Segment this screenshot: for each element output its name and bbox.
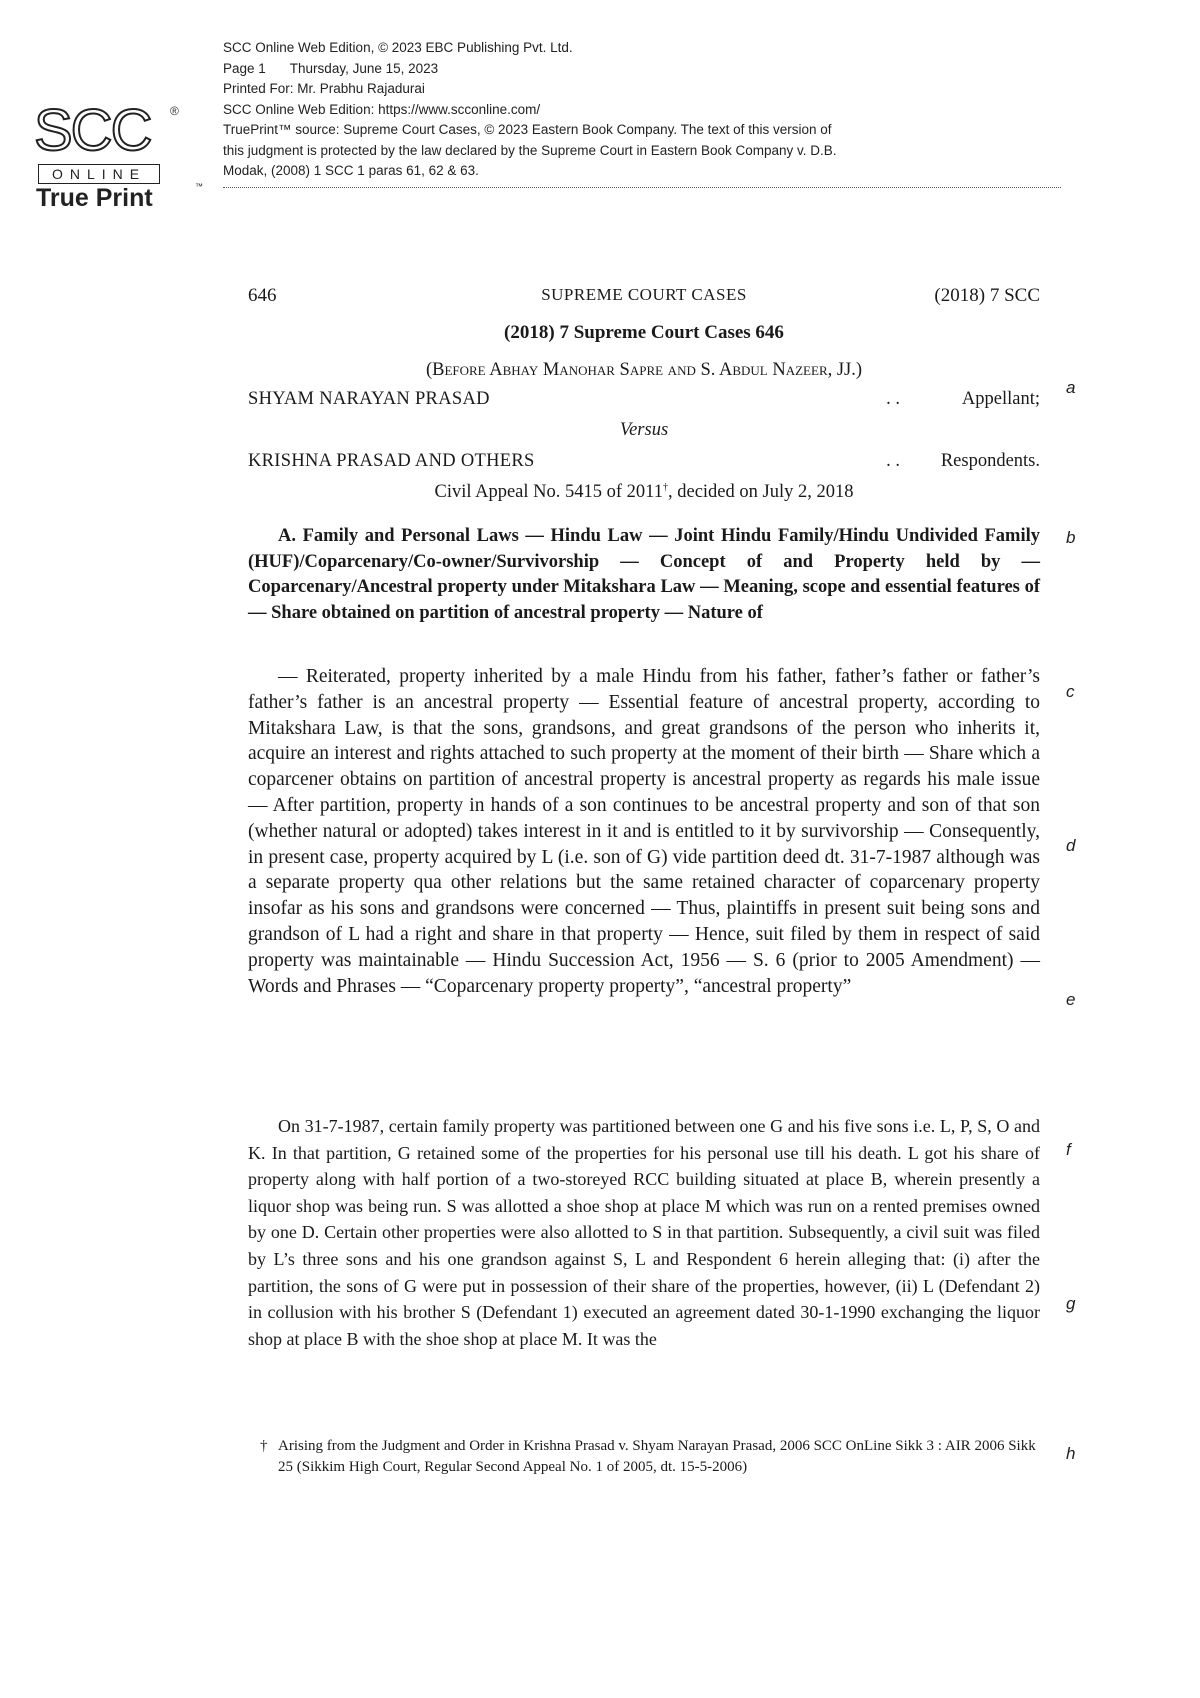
logo-online-box: ONLINE xyxy=(38,164,160,184)
web-edition-line: SCC Online Web Edition: https://www.scconline.com/ xyxy=(223,101,541,117)
appellant-role: Appellant; xyxy=(961,389,1040,409)
print-info-block xyxy=(223,38,983,182)
print-date: Thursday, June 15, 2023 xyxy=(289,60,439,76)
footnote xyxy=(248,1436,1040,1478)
respondent-role: Respondents. xyxy=(940,451,1040,471)
margin-letter: a xyxy=(1066,378,1076,397)
registered-mark: ® xyxy=(170,104,179,118)
versus: Versus xyxy=(619,420,669,440)
margin-letter: e xyxy=(1066,990,1076,1009)
respondent-line xyxy=(248,451,1040,475)
margin-letter: f xyxy=(1066,1140,1071,1159)
case-citation-title: (2018) 7 Supreme Court Cases 646 xyxy=(504,322,784,343)
page-date-line xyxy=(223,59,983,80)
bench: (Before Abhay Manohar Sapre and S. Abdul Nazeer, JJ.) xyxy=(425,360,863,380)
footnote-text: Arising from the Judgment and Order in Krishna Prasad v. Shyam Narayan Prasad, 2006 SCC OnLine Sikk 3 : AIR 2006 Sikk 25 (Sikkim High Court, Regular Second Appeal No. 1 of 2005, dt. 15-5-2006) xyxy=(278,1438,1036,1475)
civil-appeal-footnote-mark: † xyxy=(663,482,668,493)
margin-letter: c xyxy=(1066,682,1075,701)
running-citation: (2018) 7 SCC xyxy=(934,285,1040,306)
running-head xyxy=(248,285,1040,309)
reporter-title: SUPREME COURT CASES xyxy=(541,285,747,304)
margin-letter: g xyxy=(1066,1294,1076,1313)
logo-tagline: True Print xyxy=(36,184,153,212)
scc-online-true-print-logo xyxy=(30,98,203,212)
civil-appeal-line xyxy=(248,482,1040,503)
footnote-mark: † xyxy=(260,1438,268,1454)
civil-appeal-number: Civil Appeal No. 5415 of 2011 xyxy=(434,482,663,503)
respondent-name: KRISHNA PRASAD AND OTHERS xyxy=(248,451,535,471)
page-number: 646 xyxy=(248,285,277,306)
printed-for-line: Printed For: Mr. Prabhu Rajadurai xyxy=(223,81,425,96)
appellant-dots: . . xyxy=(886,389,900,409)
respondent-dots: . . xyxy=(886,451,900,471)
facts-text: On 31-7-1987, certain family property was partitioned between one G and his five sons i.e. L, P, S, O and K. In that partition, G retained some of the properties for his personal use till his death. L got his share of property along with half portion of a two-storeyed RCC building situated at place B, wherein presently a liquor shop was being run. S was allotted a shoe shop at place M which was run on a rented premises owned by one D. Certain other properties were also allotted to S in that partition. Subsequently, a civil suit was filed by L’s three sons and his one grandson against S, L and Respondent 6 herein alleging that: (i) after the partition, the sons of G were put in possession of their share of the properties, however, (ii) L (Defendant 2) in collusion with his brother S (Defendant 1) executed an agreement dated 30-1-1990 exchanging the liquor shop at place B with the shoe shop at place M. It was the xyxy=(248,1116,1040,1349)
modak-citation-line: Modak, (2008) 1 SCC 1 paras 61, 62 & 63. xyxy=(223,163,479,178)
appellant-line xyxy=(248,389,1040,413)
trademark-mark: ™ xyxy=(195,182,203,191)
page-label: Page 1 xyxy=(223,60,266,76)
logo-brand: SCC xyxy=(34,98,151,163)
header-divider xyxy=(223,187,1061,188)
trueprint-source-line: TruePrint™ source: Supreme Court Cases, © 2023 Eastern Book Company. The text of this version of xyxy=(223,122,832,137)
margin-letter: b xyxy=(1066,528,1076,547)
headnote xyxy=(248,524,1040,626)
margin-letter: h xyxy=(1066,1444,1076,1463)
protection-line: this judgment is protected by the law declared by the Supreme Court in Eastern Book Company v. D.B. xyxy=(223,142,837,158)
margin-letter: d xyxy=(1066,836,1076,855)
copyright-line: SCC Online Web Edition, © 2023 EBC Publishing Pvt. Ltd. xyxy=(223,40,573,55)
summary-text: — Reiterated, property inherited by a male Hindu from his father, father’s father or father’s father’s father is an ancestral property — Essential feature of ancestral property, according to Mitakshara Law, is that the sons, grandsons, and great grandsons of the person who inherits it, acquire an interest and rights attached to such property at the moment of their birth — Share which a coparcener obtains on partition of ancestral property is ancestral property as regards his male issue — After partition, property in hands of a son continues to be ancestral property and son of that son (whether natural or adopted) takes interest in it and is entitled to it by survivorship — Consequently, in present case, property acquired by L (i.e. son of G) vide partition deed dt. 31-7-1987 although was a separate property qua other relations but the same retained character of coparcenary property insofar as his sons and grandsons were concerned — Thus, plaintiffs in present suit being sons and grandson of L had a right and share in that property — Hence, suit filed by them in respect of said property was maintainable — Hindu Succession Act, 1956 — S. 6 (prior to 2005 Amendment) — Words and Phrases — “Coparcenary property property”, “ancestral property” xyxy=(248,666,1040,997)
headnote-text: A. Family and Personal Laws — Hindu Law — Joint Hindu Family/Hindu Undivided Family (HUF)/Coparcenary/Co-owner/Survivorship — Concept of and Property held by — Coparcenary/Ancestral property under Mitakshara Law — Meaning, scope and essential features of — Share obtained on partition of ancestral property — Nature of xyxy=(248,526,1040,623)
appellant-name: SHYAM NARAYAN PRASAD xyxy=(248,389,490,409)
headnote-summary xyxy=(248,664,1040,999)
decision-date: , decided on July 2, 2018 xyxy=(668,482,854,503)
facts-paragraph xyxy=(248,1113,1040,1352)
